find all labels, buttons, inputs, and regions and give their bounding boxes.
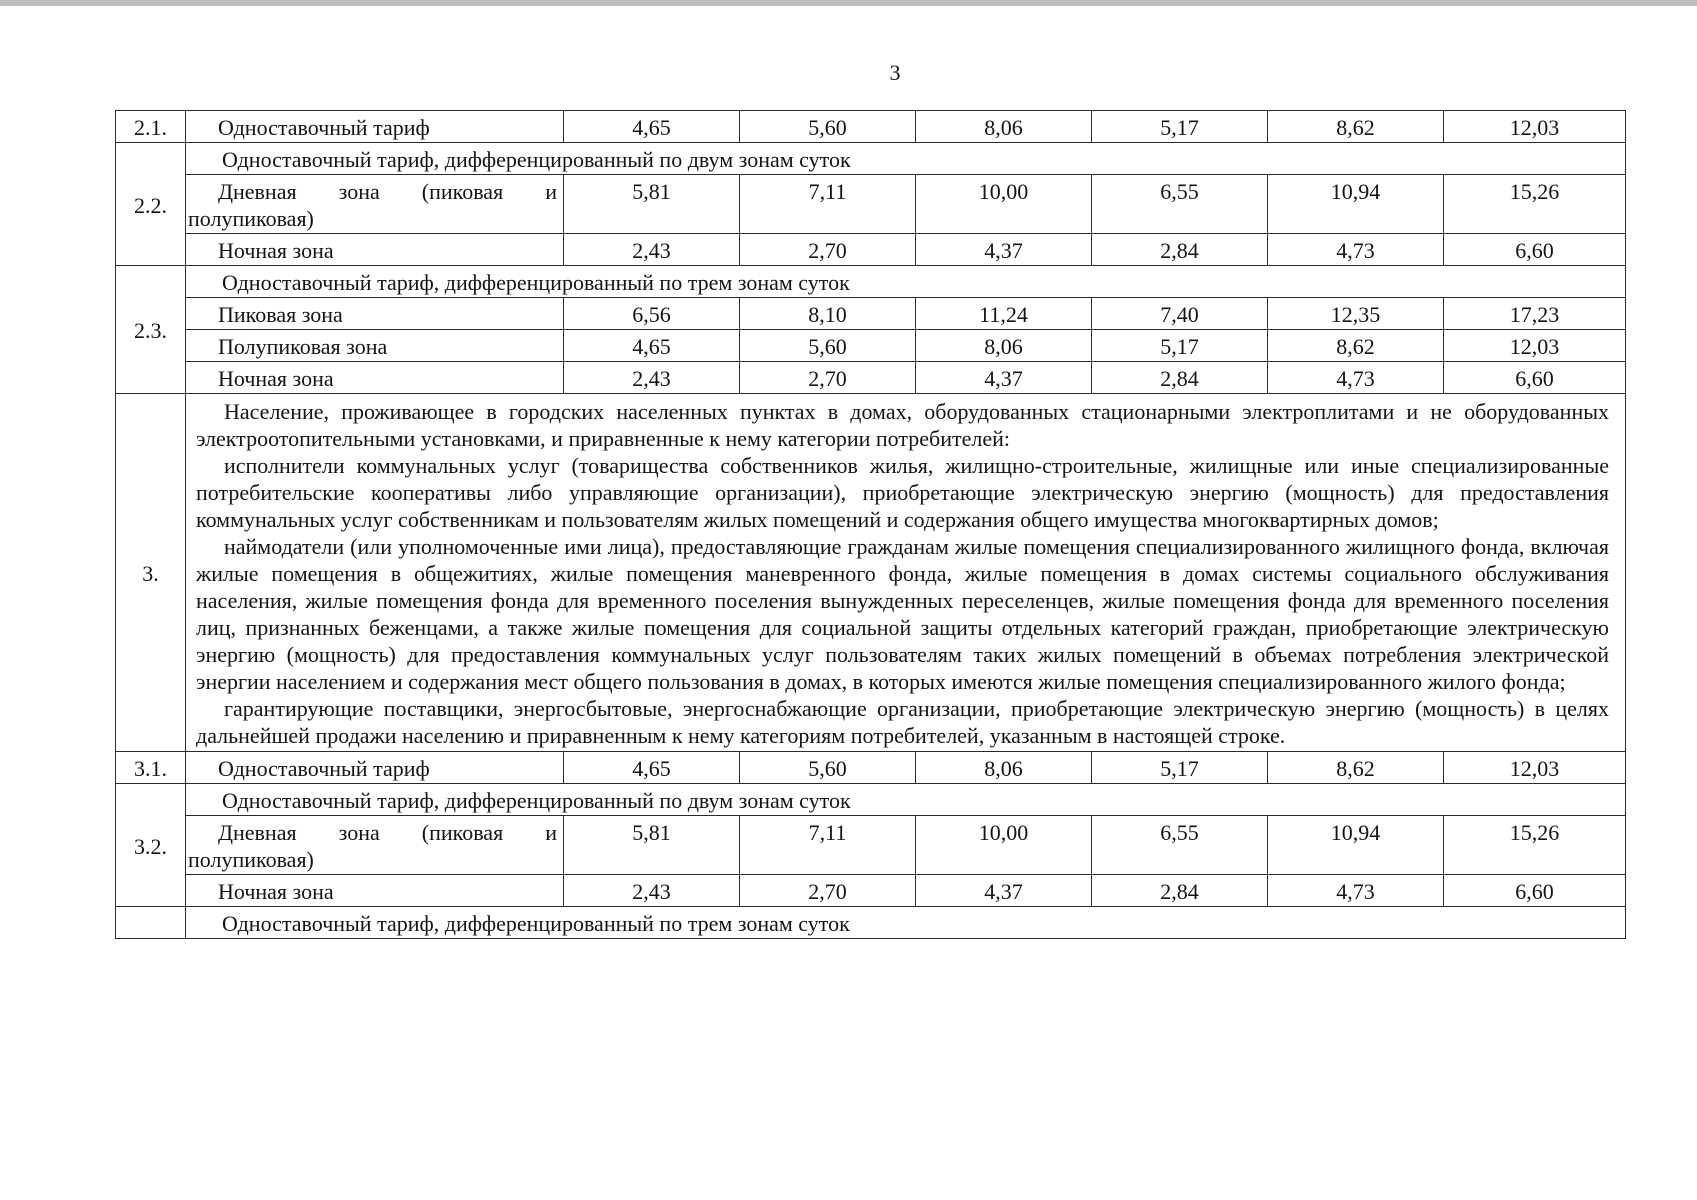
- table-cell: 15,26: [1444, 175, 1626, 234]
- group-header: Одноставочный тариф, дифференцированный по трем зонам суток: [186, 266, 1626, 298]
- table-cell: 2,70: [740, 875, 916, 907]
- table-cell: 10,00: [916, 175, 1092, 234]
- table-cell: 2,43: [564, 234, 740, 266]
- table-cell: 6,60: [1444, 875, 1626, 907]
- row-label: Одноставочный тариф: [186, 111, 564, 143]
- row-label: [186, 816, 564, 875]
- table-cell: 4,73: [1268, 362, 1444, 394]
- table-row: [116, 752, 1626, 784]
- table-cell: 4,65: [564, 752, 740, 784]
- row-label-line2: полупиковая): [188, 206, 314, 231]
- description-paragraph: наймодатели (или уполномоченные ими лица), предоставляющие гражданам жилые помещения специализированного жилищного фонда, включая жилые помещения в общежитиях, жилые помещения маневренного фонда, жилые помещения в домах системы социального обслуживания населения, жилые помещения фонда для временного поселения вынужденных переселенцев, жилые помещения фонда для временного поселения лиц, признанных беженцами, а также жилые помещения для социальной защиты отдельных категорий граждан, приобретающие электрическую энергию (мощность) для предоставления коммунальных услуг пользователям таких жилых помещений в объемах потребления электрической энергии населением и содержания мест общего пользования в домах, в которых имеются жилые помещения специализированного жилого фонда;: [196, 534, 1609, 694]
- row-number: 2.3.: [116, 266, 186, 394]
- table-cell: 8,62: [1268, 752, 1444, 784]
- page-number: 3: [889, 60, 901, 85]
- table-cell: 8,06: [916, 111, 1092, 143]
- table-row: [116, 111, 1626, 143]
- table-cell: 5,60: [740, 752, 916, 784]
- description-paragraph: исполнители коммунальных услуг (товарищества собственников жилья, жилищно-строительные, жилищные или иные специализированные потребительские кооперативы либо управляющие организации), приобретающие электрическую энергию (мощность) для предоставления коммунальных услуг собственникам и пользователям жилых помещений и содержания общего имущества многоквартирных домов;: [196, 453, 1609, 532]
- row-label: Ночная зона: [186, 875, 564, 907]
- scan-top-edge: [0, 0, 1697, 6]
- row-label: Ночная зона: [186, 362, 564, 394]
- row-number: 2.1.: [116, 111, 186, 143]
- table-row: [116, 816, 1626, 875]
- description-paragraph: гарантирующие поставщики, энергосбытовые, энергоснабжающие организации, приобретающие электрическую энергию (мощность) в целях дальнейшей продажи населению и приравненным к нему категориям потребителей, указанным в настоящей строке.: [196, 696, 1609, 748]
- table-cell: 6,56: [564, 298, 740, 330]
- table-cell: 2,43: [564, 362, 740, 394]
- table-row: [116, 175, 1626, 234]
- table-cell: 7,11: [740, 816, 916, 875]
- table-cell: 4,37: [916, 875, 1092, 907]
- row-label-line1: Дневная зона (пиковая и: [218, 179, 557, 204]
- table-row: [116, 298, 1626, 330]
- table-cell: 5,81: [564, 175, 740, 234]
- table-row: [116, 784, 1626, 816]
- row-number: 3.1.: [116, 752, 186, 784]
- table-cell: 2,84: [1092, 875, 1268, 907]
- table-cell: 12,03: [1444, 111, 1626, 143]
- table-cell: 6,55: [1092, 816, 1268, 875]
- table-cell: 7,11: [740, 175, 916, 234]
- table-cell: 5,17: [1092, 330, 1268, 362]
- row-label: Пиковая зона: [186, 298, 564, 330]
- table-cell: 4,37: [916, 234, 1092, 266]
- group-header: Одноставочный тариф, дифференцированный по двум зонам суток: [186, 143, 1626, 175]
- row-label: Одноставочный тариф: [186, 752, 564, 784]
- table-cell: 2,70: [740, 234, 916, 266]
- table-cell: 4,65: [564, 330, 740, 362]
- table-cell: 11,24: [916, 298, 1092, 330]
- table-cell: 12,03: [1444, 330, 1626, 362]
- table-cell: 6,60: [1444, 234, 1626, 266]
- table-cell: 12,03: [1444, 752, 1626, 784]
- row-number: 2.2.: [116, 143, 186, 266]
- table-cell: 5,17: [1092, 111, 1268, 143]
- row-number: [116, 907, 186, 939]
- table-row: [116, 362, 1626, 394]
- table-cell: 4,65: [564, 111, 740, 143]
- table-cell: 8,06: [916, 330, 1092, 362]
- row-label: [186, 175, 564, 234]
- table-row: [116, 875, 1626, 907]
- table-cell: 4,73: [1268, 234, 1444, 266]
- table-cell: 6,55: [1092, 175, 1268, 234]
- table-row: [116, 234, 1626, 266]
- table-row: [116, 394, 1626, 752]
- table-cell: 17,23: [1444, 298, 1626, 330]
- table-cell: 8,62: [1268, 111, 1444, 143]
- row-number: 3.: [116, 394, 186, 752]
- table-cell: 4,73: [1268, 875, 1444, 907]
- row-label: Ночная зона: [186, 234, 564, 266]
- table-cell: 10,94: [1268, 816, 1444, 875]
- table-cell: 2,70: [740, 362, 916, 394]
- tariff-table: [115, 110, 1626, 939]
- group-header: Одноставочный тариф, дифференцированный по двум зонам суток: [186, 784, 1626, 816]
- table-cell: 4,37: [916, 362, 1092, 394]
- table-row: [116, 330, 1626, 362]
- table-row: [116, 143, 1626, 175]
- row-label-line2: полупиковая): [188, 847, 314, 872]
- table-cell: 6,60: [1444, 362, 1626, 394]
- table-cell: 10,00: [916, 816, 1092, 875]
- table-cell: 12,35: [1268, 298, 1444, 330]
- table-cell: 5,17: [1092, 752, 1268, 784]
- table-cell: 8,62: [1268, 330, 1444, 362]
- table-cell: 5,81: [564, 816, 740, 875]
- table-cell: 7,40: [1092, 298, 1268, 330]
- table-cell: 8,10: [740, 298, 916, 330]
- row-label-line1: Дневная зона (пиковая и: [218, 820, 557, 845]
- table-cell: 2,84: [1092, 234, 1268, 266]
- table-cell: 2,84: [1092, 362, 1268, 394]
- table-cell: 15,26: [1444, 816, 1626, 875]
- description-paragraph: Население, проживающее в городских населенных пунктах в домах, оборудованных стационарными электроплитами и не оборудованных электроотопительными установками, и приравненные к нему категории потребителей:: [196, 399, 1609, 451]
- group-header: Одноставочный тариф, дифференцированный по трем зонам суток: [186, 907, 1626, 939]
- row-number: 3.2.: [116, 784, 186, 907]
- category-description: [186, 394, 1626, 752]
- table-row: [116, 907, 1626, 939]
- table-cell: 8,06: [916, 752, 1092, 784]
- table-cell: 5,60: [740, 111, 916, 143]
- table-row: [116, 266, 1626, 298]
- row-label: Полупиковая зона: [186, 330, 564, 362]
- table-cell: 2,43: [564, 875, 740, 907]
- table-cell: 10,94: [1268, 175, 1444, 234]
- table-cell: 5,60: [740, 330, 916, 362]
